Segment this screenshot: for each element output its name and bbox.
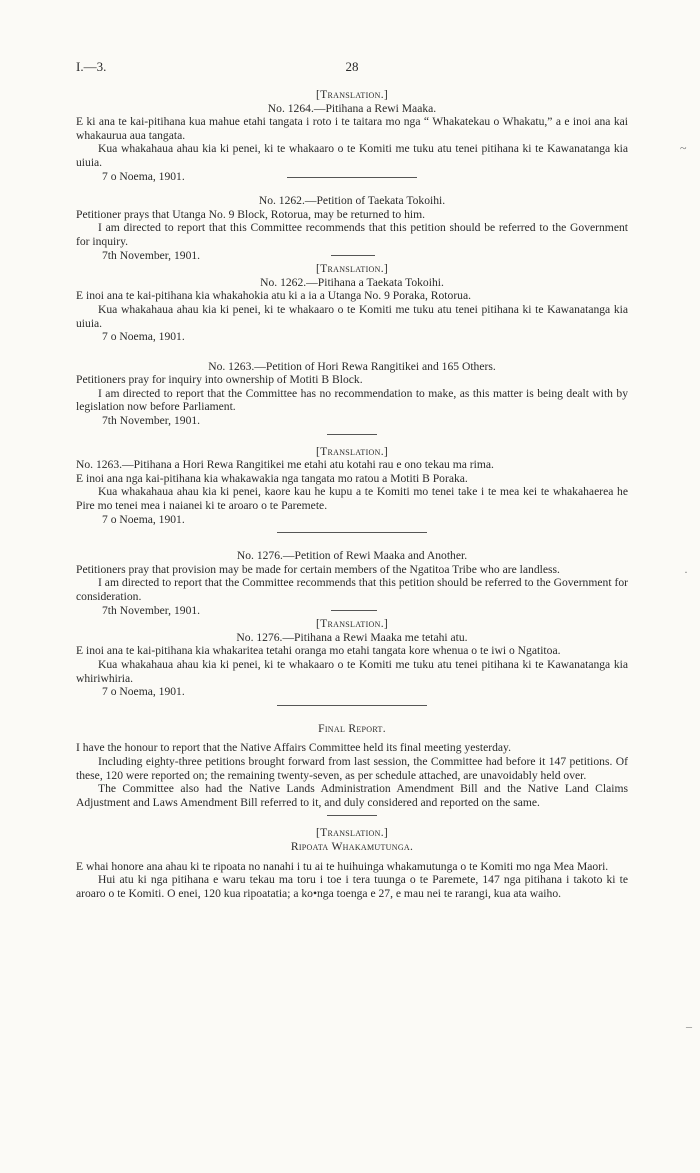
petition-title: No. 1262.—Pitihana a Taekata Tokoihi. [260, 275, 444, 289]
section-title: Ripoata Whakamutunga. [290, 839, 414, 853]
petition-date: 7 o Noema, 1901. [102, 685, 185, 699]
translation-label: [Translation.] [315, 262, 389, 276]
petition-date: 7th November, 1901. [102, 603, 201, 617]
margin-mark: – [686, 1019, 692, 1033]
petition-1262-translation [76, 262, 628, 344]
petition-date: 7th November, 1901. [102, 414, 201, 428]
paragraph: Hui atu ki nga pitihana e waru tekau ma toru i toe i tera tuunga o te Paremete, 147 nga pitihana i takoto ki te aroaro o te Komiti. O enei, 120 kua ripoatatia; a ko•nga toenga e 27, e mau nei te rarangi, kua ata waiho. [76, 873, 628, 900]
translation-label: [Translation.] [315, 88, 389, 101]
paragraph: Kua whakahaua ahau kia ki penei, kaore kau he kupu a te Komiti mo tenei take i te mea kei te whakahaerea he Pire mo tenei mea i naianei ki te aroaro o te Paremete. [76, 485, 628, 513]
petition-date: 7 o Noema, 1901. [102, 330, 185, 344]
petition-1263 [76, 360, 628, 428]
paragraph: I am directed to report that the Committee has no recommendation to make, as this matter is being dealt with by legislation now before Parliament. [76, 386, 628, 414]
petition-title: No. 1262.—Petition of Taekata Tokoihi. [258, 194, 446, 208]
petition-date: 7 o Noema, 1901. [102, 512, 185, 526]
paragraph: Kua whakahaua ahau kia ki penei, ki te whakaaro o te Komiti me tuku atu tenei pitihana ki te Kawanatanga kia uiuia. [76, 302, 628, 330]
paragraph: Petitioners pray for inquiry into ownership of Motiti B Block. [76, 373, 363, 387]
petition-1263-translation [76, 445, 628, 527]
margin-mark: ~ [680, 141, 687, 155]
paragraph: E inoi ana te kai-pitihana kia whakaritea tetahi oranga mo etahi tangata kore whenua o te iwi o Ngatitoa. [76, 644, 561, 658]
petition-title: No. 1264.—Pitihana a Rewi Maaka. [267, 101, 437, 115]
paragraph: I have the honour to report that the Native Affairs Committee held its final meeting yesterday. [76, 741, 511, 755]
document-reference: I.—3. [76, 59, 107, 74]
page-number: 28 [345, 59, 359, 74]
translation-label: [Translation.] [315, 617, 389, 631]
document-page [76, 60, 628, 900]
final-report-translation [76, 826, 628, 900]
paragraph: Petitioners pray that provision may be made for certain members of the Ngatitoa Tribe who are landless. [76, 562, 560, 576]
translation-label: [Translation.] [315, 444, 389, 458]
margin-mark: · [684, 565, 688, 579]
petition-1264-translation [76, 88, 628, 183]
paragraph: E inoi ana te kai-pitihana kia whakahokia atu ki a ia a Utanga No. 9 Poraka, Rotorua. [76, 289, 472, 303]
petition-1262 [76, 194, 628, 262]
final-report [76, 722, 628, 810]
petition-date: 7th November, 1901. [102, 248, 201, 262]
translation-label: [Translation.] [315, 826, 389, 840]
page-header [76, 60, 628, 88]
petition-title: No. 1276.—Petition of Rewi Maaka and Another. [236, 549, 468, 563]
petition-1276 [76, 549, 628, 617]
paragraph: Including eighty-three petitions brought forward from last session, the Committee had before it 147 petitions. Of these, 120 were reported on; the remaining twenty-seven, as per schedule attached, are unavoidably held over. [76, 754, 628, 782]
petition-date: 7 o Noema, 1901. [102, 169, 185, 183]
petition-title: No. 1276.—Pitihana a Rewi Maaka me tetahi atu. [236, 630, 468, 644]
paragraph: Kua whakahaua ahau kia ki penei, ki te whakaaro o te Komiti me tuku atu tenei pitihana ki te Kawanatanga kia whiriwhiria. [76, 657, 628, 685]
paragraph: Petitioner prays that Utanga No. 9 Block, Rotorua, may be returned to him. [76, 207, 426, 221]
paragraph: E whai honore ana ahau ki te ripoata no nanahi i tu ai te huihuinga whakamutunga o te Komiti mo nga Mea Maori. [76, 859, 609, 873]
section-title: Final Report. [318, 721, 386, 735]
paragraph: Kua whakahaua ahau kia ki penei, ki te whakaaro o te Komiti me tuku atu tenei pitihana ki te Kawanatanga kia uiuia. [76, 142, 628, 169]
petition-1276-translation [76, 617, 628, 699]
paragraph: E ki ana te kai-pitihana kua mahue etahi tangata i roto i te taitara mo nga “ Whakatekau o Whakatu,” a e inoi ana kai whakaurua aua tangata. [76, 115, 628, 142]
paragraph: The Committee also had the Native Lands Administration Amendment Bill and the Native Land Claims Adjustment and Laws Amendment Bill referred to it, and duly considered and reported on the same. [76, 782, 628, 809]
paragraph: E inoi ana nga kai-pitihana kia whakawakia nga tangata mo ratou a Motiti B Poraka. [76, 471, 468, 485]
petition-title: No. 1263.—Pitihana a Hori Rewa Rangitikei me etahi atu kotahi rau e ono tekau ma rima. [76, 458, 494, 472]
paragraph: I am directed to report that the Committee recommends that this petition should be referred to the Government for consideration. [76, 576, 628, 603]
paragraph: I am directed to report that this Committee recommends that this petition should be referred to the Government for inquiry. [76, 221, 628, 248]
petition-title: No. 1263.—Petition of Hori Rewa Rangitikei and 165 Others. [208, 359, 496, 373]
